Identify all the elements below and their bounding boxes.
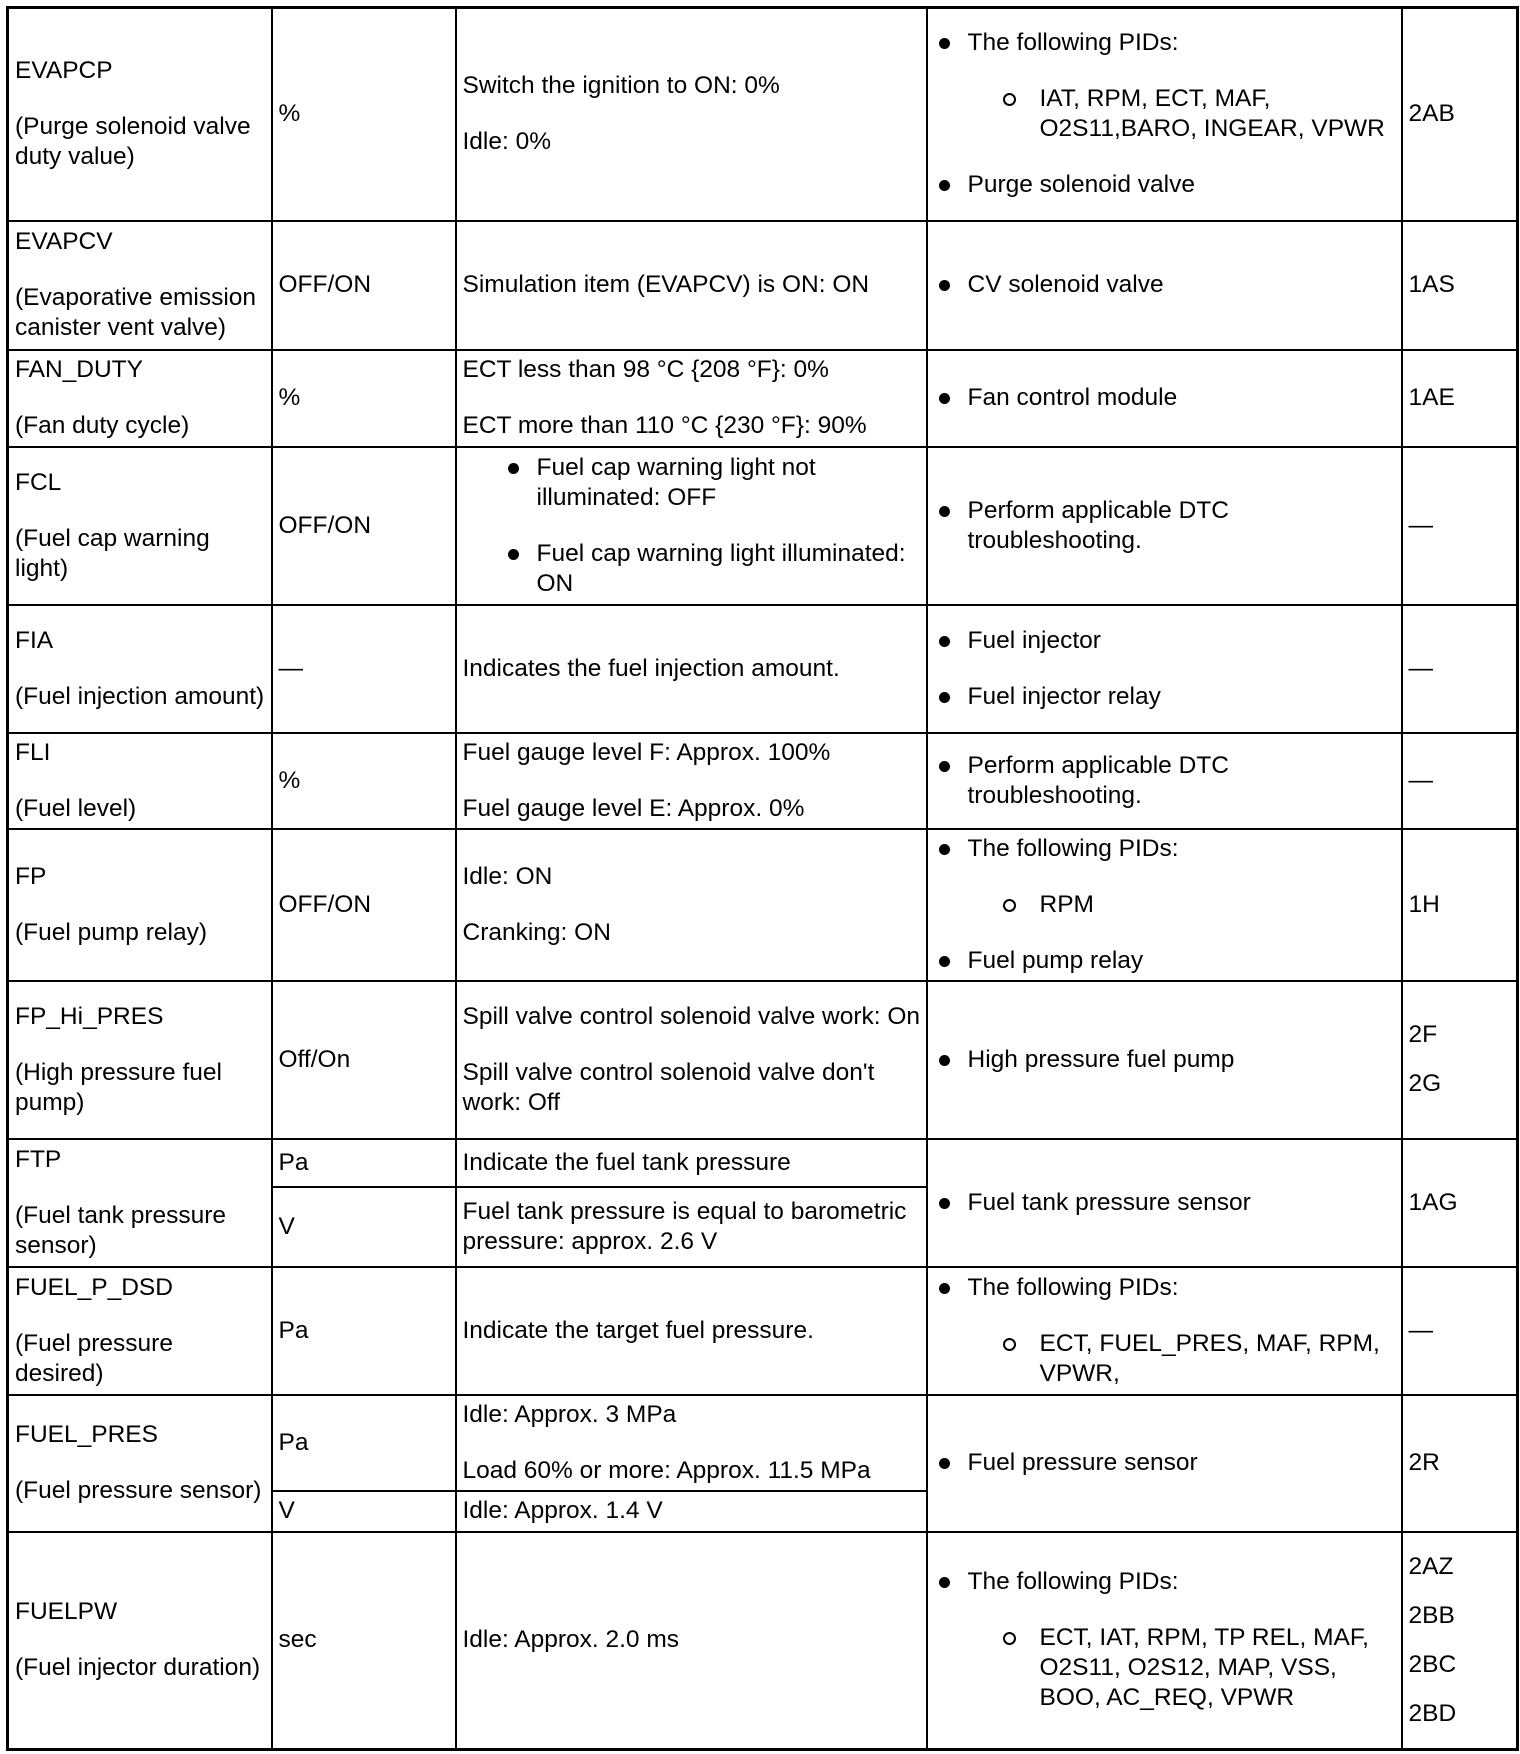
condition-text: Switch the ignition to ON: 0%	[462, 72, 780, 100]
table-row	[8, 1267, 1518, 1395]
terminal-cell: 1AE	[1402, 350, 1518, 447]
pid-table	[6, 6, 1519, 1751]
action-item: Fuel injector relay	[934, 682, 1396, 712]
action-item: High pressure fuel pump	[934, 1045, 1396, 1075]
pid-name: FP	[15, 862, 47, 890]
unit-cell: Pa	[272, 1395, 456, 1491]
condition-text: Idle: ON	[462, 862, 553, 890]
action-item: Purge solenoid valve	[934, 170, 1396, 200]
pid-description: (Fan duty cycle)	[15, 412, 190, 439]
pid-name: EVAPCP	[15, 57, 113, 85]
terminal-code: 2G	[1408, 1070, 1442, 1097]
action-cell	[927, 733, 1402, 829]
pid-name-cell	[8, 733, 272, 829]
unit-cell: %	[272, 733, 456, 829]
sub-item: ECT, FUEL_PRES, MAF, RPM, VPWR,	[998, 1329, 1396, 1389]
terminal-cell: 2AB	[1402, 8, 1518, 221]
pid-name: FP_Hi_PRES	[15, 1002, 164, 1030]
action-cell	[927, 8, 1402, 221]
action-cell	[927, 350, 1402, 447]
pid-name-cell	[8, 829, 272, 981]
unit-cell: %	[272, 350, 456, 447]
condition-cell	[456, 981, 927, 1139]
condition-text: Idle: 0%	[462, 128, 552, 156]
unit-cell: Pa	[272, 1267, 456, 1395]
terminal-cell: —	[1402, 1267, 1518, 1395]
pid-name: EVAPCV	[15, 228, 113, 255]
unit-cell: %	[272, 8, 456, 221]
condition-text: ECT less than 98 °C {208 °F}: 0%	[462, 356, 829, 383]
condition-text: Spill valve control solenoid valve work: On	[462, 1002, 921, 1030]
action-cell	[927, 605, 1402, 733]
table-row	[8, 981, 1518, 1139]
pid-name-cell	[8, 350, 272, 447]
pid-description: (Fuel cap warning light)	[15, 524, 210, 582]
pid-description: (High pressure fuel pump)	[15, 1058, 222, 1116]
pid-description: (Fuel injector duration)	[15, 1654, 261, 1682]
pid-description: (Fuel pressure sensor)	[15, 1477, 262, 1504]
pid-name: FIA	[15, 626, 54, 654]
condition-cell: Indicate the fuel tank pressure	[456, 1139, 927, 1187]
pid-description: (Fuel level)	[15, 794, 137, 822]
terminal-cell: 1H	[1402, 829, 1518, 981]
pid-name-cell	[8, 1395, 272, 1532]
terminal-cell	[1402, 981, 1518, 1139]
unit-cell: OFF/ON	[272, 829, 456, 981]
terminal-cell: 1AS	[1402, 221, 1518, 350]
action-cell	[927, 981, 1402, 1139]
condition-cell: Idle: Approx. 1.4 V	[456, 1491, 927, 1532]
action-cell	[927, 447, 1402, 605]
unit-cell: V	[272, 1187, 456, 1267]
pid-name-cell	[8, 605, 272, 733]
unit-cell: sec	[272, 1532, 456, 1750]
terminal-code: 2BD	[1408, 1699, 1457, 1727]
condition-text: Idle: Approx. 3 MPa	[462, 1400, 677, 1428]
terminal-cell: —	[1402, 447, 1518, 605]
pid-name: FTP	[15, 1145, 62, 1173]
terminal-code: 2F	[1408, 1021, 1438, 1048]
pid-name: FUELPW	[15, 1598, 118, 1626]
condition-cell	[456, 8, 927, 221]
table-row	[8, 8, 1518, 221]
unit-cell: Pa	[272, 1139, 456, 1187]
pid-description: (Evaporative emission canister vent valve)	[15, 284, 257, 341]
action-item: The following PIDs: ECT, FUEL_PRES, MAF, RPM, VPWR,	[934, 1273, 1396, 1389]
action-item: Fuel injector	[934, 626, 1396, 656]
pid-name-cell	[8, 981, 272, 1139]
condition-cell: Indicate the target fuel pressure.	[456, 1267, 927, 1395]
action-item: CV solenoid valve	[934, 270, 1396, 300]
condition-cell: Fuel tank pressure is equal to barometric pressure: approx. 2.6 V	[456, 1187, 927, 1267]
pid-description: (Fuel injection amount)	[15, 682, 265, 710]
pid-name: FUEL_PRES	[15, 1421, 158, 1448]
action-cell	[927, 221, 1402, 350]
condition-cell	[456, 350, 927, 447]
terminal-cell: 2R	[1402, 1395, 1518, 1532]
sub-item: RPM	[998, 890, 1396, 920]
condition-cell	[456, 1395, 927, 1491]
pid-name-cell	[8, 1139, 272, 1267]
terminal-cell: —	[1402, 605, 1518, 733]
action-item: Perform applicable DTC troubleshooting.	[934, 496, 1396, 556]
action-cell	[927, 1532, 1402, 1750]
condition-item: Fuel cap warning light not illuminated: OFF	[503, 453, 921, 513]
pid-name: FCL	[15, 468, 62, 496]
terminal-code: 2AZ	[1408, 1552, 1454, 1580]
sub-item: ECT, IAT, RPM, TP REL, MAF, O2S11, O2S12, MAP, VSS, BOO, AC_REQ, VPWR	[998, 1623, 1396, 1713]
condition-text: Fuel gauge level F: Approx. 100%	[462, 738, 831, 766]
action-cell	[927, 1139, 1402, 1267]
table-row	[8, 605, 1518, 733]
action-cell	[927, 1395, 1402, 1532]
table-row	[8, 1395, 1518, 1491]
condition-cell	[456, 829, 927, 981]
condition-cell: Indicates the fuel injection amount.	[456, 605, 927, 733]
action-item: The following PIDs: IAT, RPM, ECT, MAF, O2S11,BARO, INGEAR, VPWR	[934, 28, 1396, 144]
action-item: Fan control module	[934, 383, 1396, 413]
table-row	[8, 829, 1518, 981]
action-item: Perform applicable DTC troubleshooting.	[934, 751, 1396, 811]
condition-cell: Simulation item (EVAPCV) is ON: ON	[456, 221, 927, 350]
terminal-code: 2BB	[1408, 1601, 1455, 1629]
condition-cell	[456, 733, 927, 829]
condition-text: Load 60% or more: Approx. 11.5 MPa	[462, 1456, 871, 1484]
table-row	[8, 1532, 1518, 1750]
condition-item: Fuel cap warning light illuminated: ON	[503, 539, 921, 599]
action-item: Fuel pressure sensor	[934, 1448, 1396, 1478]
sub-item: IAT, RPM, ECT, MAF, O2S11,BARO, INGEAR, VPWR	[998, 84, 1396, 144]
pid-name: FLI	[15, 738, 51, 766]
pid-name: FUEL_P_DSD	[15, 1273, 173, 1301]
unit-cell: OFF/ON	[272, 447, 456, 605]
action-item: Fuel tank pressure sensor	[934, 1188, 1396, 1218]
condition-cell: Idle: Approx. 2.0 ms	[456, 1532, 927, 1750]
action-item: Fuel pump relay	[934, 946, 1396, 976]
table-row	[8, 733, 1518, 829]
pid-description: (Fuel pressure desired)	[15, 1329, 173, 1387]
condition-text: Fuel gauge level E: Approx. 0%	[462, 794, 805, 822]
action-cell	[927, 829, 1402, 981]
unit-cell: V	[272, 1491, 456, 1532]
action-item: The following PIDs: RPM	[934, 834, 1396, 920]
action-cell	[927, 1267, 1402, 1395]
unit-cell: —	[272, 605, 456, 733]
unit-cell: Off/On	[272, 981, 456, 1139]
pid-name-cell	[8, 1532, 272, 1750]
pid-name-cell	[8, 221, 272, 350]
condition-text: Spill valve control solenoid valve don't work: Off	[462, 1058, 875, 1116]
table-row	[8, 1139, 1518, 1187]
table-row	[8, 221, 1518, 350]
condition-text: Cranking: ON	[462, 918, 611, 946]
pid-name-cell	[8, 1267, 272, 1395]
table-row	[8, 447, 1518, 605]
action-item: The following PIDs: ECT, IAT, RPM, TP REL, MAF, O2S11, O2S12, MAP, VSS, BOO, AC_REQ, VPWR	[934, 1567, 1396, 1713]
terminal-code: 2BC	[1408, 1650, 1457, 1678]
terminal-cell: 1AG	[1402, 1139, 1518, 1267]
terminal-cell	[1402, 1532, 1518, 1750]
table-row	[8, 350, 1518, 447]
pid-name-cell	[8, 447, 272, 605]
terminal-cell: —	[1402, 733, 1518, 829]
unit-cell: OFF/ON	[272, 221, 456, 350]
pid-name: FAN_DUTY	[15, 356, 143, 383]
pid-description: (Fuel pump relay)	[15, 918, 207, 946]
condition-text: ECT more than 110 °C {230 °F}: 90%	[462, 412, 867, 439]
pid-name-cell	[8, 8, 272, 221]
pid-description: (Purge solenoid valve duty value)	[15, 113, 251, 171]
pid-description: (Fuel tank pressure sensor)	[15, 1201, 227, 1259]
condition-cell	[456, 447, 927, 605]
